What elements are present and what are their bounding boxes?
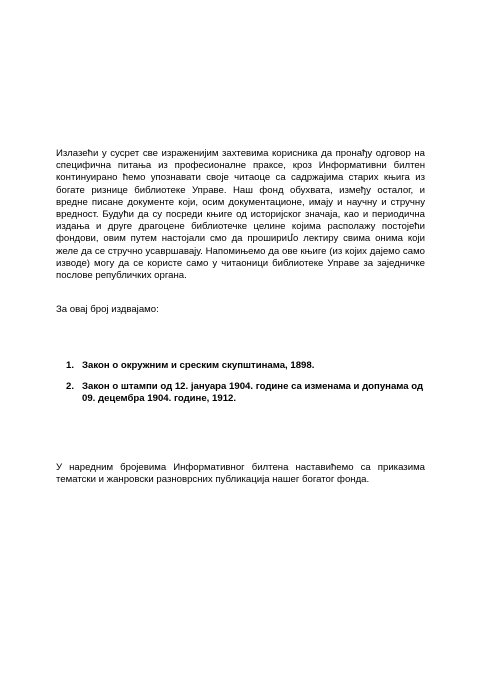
list-item: [66, 381, 428, 405]
list-item-text: Закон о окружним и среским скупштинама, 1898.: [82, 360, 315, 371]
closing-paragraph: У наредним бројевима Информативног билтена наставићемо са приказима тематски и жанровски разноврсних публикација нашег богатог фонда.: [56, 462, 425, 486]
intro-paragraph: Излазећи у сусрет све израженијим захтевима корисника да пронађу одговор на специфична питања из професионалне праксе, кроз Информативни билтен континуирано ћемо упознавати своје читаоце са садржајима старих књига из богате ризнице библиотеке Управе. Наш фонд обухвата, између осталог, и вредне писане документе који, осим документационе, имају и научну и стручну вредност. Будући да су посреди књиге од историјског значаја, као и периодична издања и друге драгоцене библиотечке целине којима располажу постојећи фондови, овим путем настојали смо да прошириմо лектиру свима онима који желе да се стручно усавршавају. Напомињемо да ове књиге (из којих дајемо само изводе) могу да се користе само у читаоници библиотеке Управе за заједничке послове републичких органа.: [56, 148, 425, 282]
lead-in-text: За овај број издвајамо:: [56, 304, 159, 315]
list-item: [66, 360, 428, 372]
list-item-number: 2.: [66, 381, 75, 393]
featured-items-list: [66, 360, 428, 415]
list-item-text: Закон о штампи од 12. јануара 1904. године са изменама и допунама од 09. децембра 1904. године, 1912.: [82, 381, 424, 405]
list-item-number: 1.: [66, 360, 75, 371]
